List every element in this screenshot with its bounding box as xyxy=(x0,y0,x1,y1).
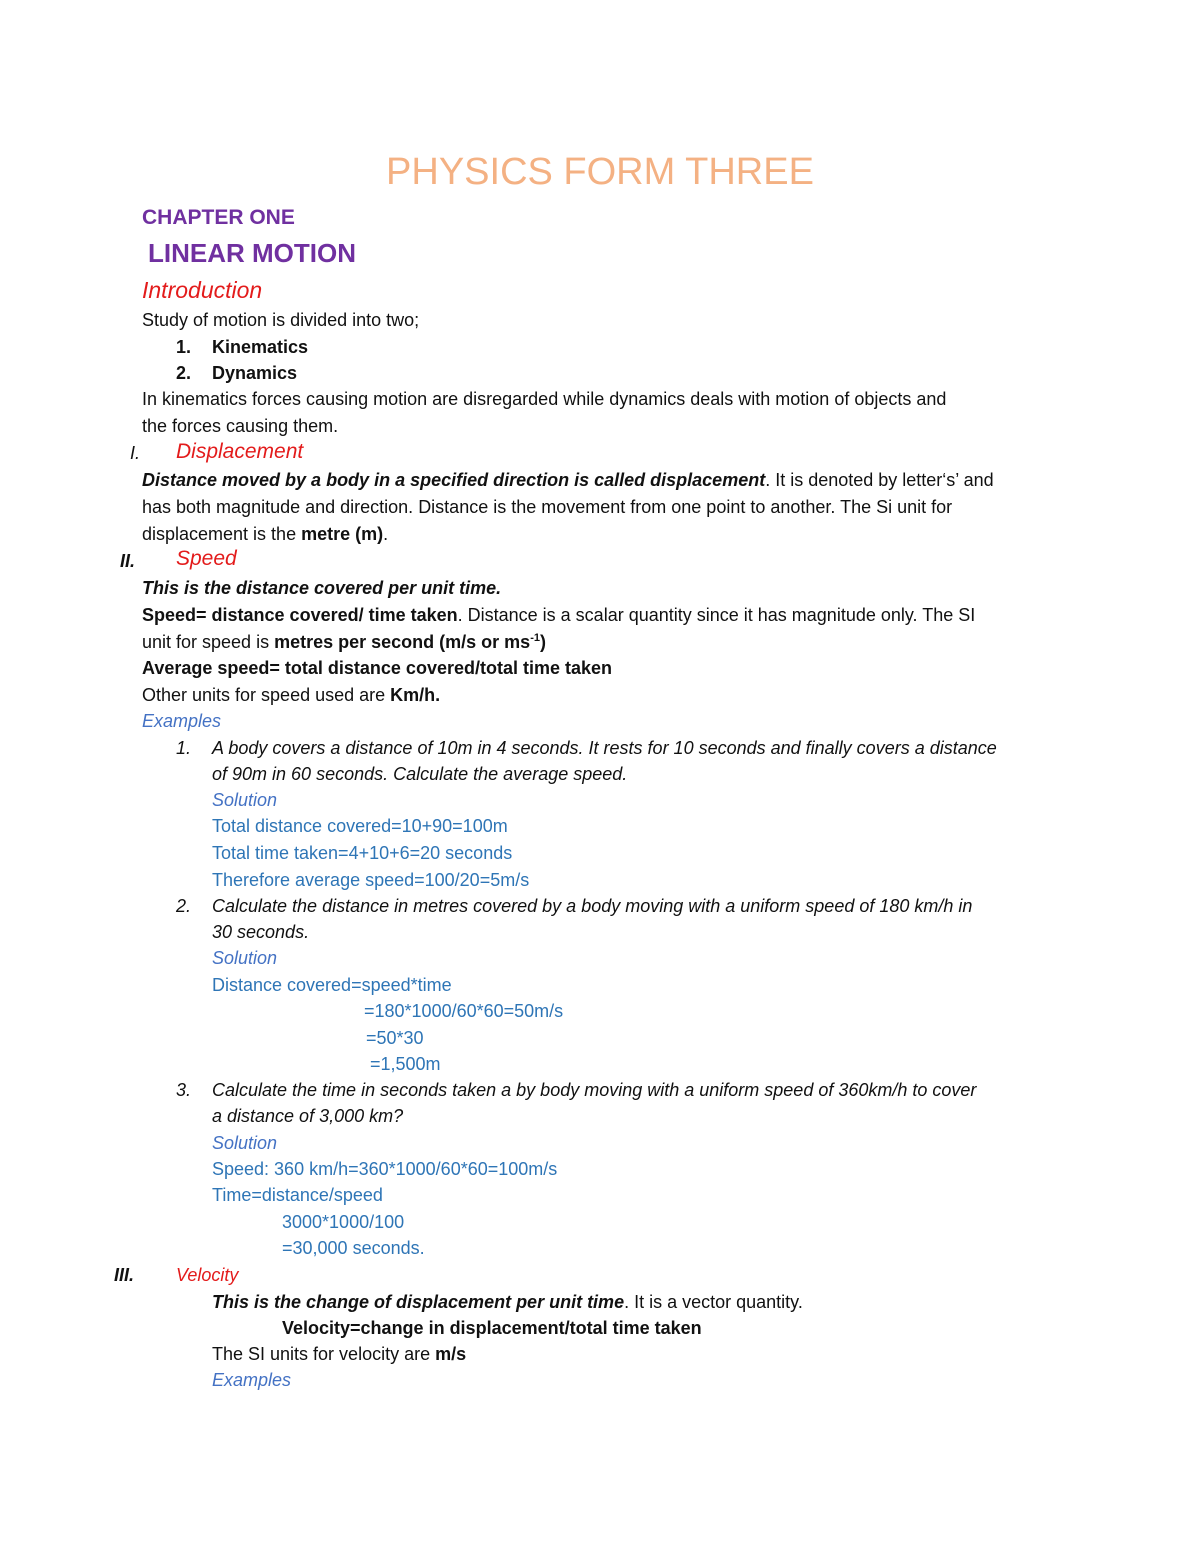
list-item-dynamics: Dynamics xyxy=(212,363,298,383)
displacement-unit-text: displacement is the xyxy=(142,524,302,544)
example-question-line: Calculate the distance in metres covered by a body moving with a uniform speed of 180 km/h in xyxy=(212,896,973,916)
solution-label: Solution xyxy=(212,948,278,968)
solution-step: Speed: 360 km/h=360*1000/60*60=100m/s xyxy=(212,1159,558,1179)
other-units-text: Other units for speed used are xyxy=(142,685,391,705)
other-units-value: Km/h. xyxy=(390,685,441,705)
intro-heading: Introduction xyxy=(142,277,263,303)
solution-step: =1,500m xyxy=(370,1054,441,1074)
intro-lead: Study of motion is divided into two; xyxy=(142,310,420,330)
speed-formula: Speed= distance covered/ time taken xyxy=(142,605,458,625)
page-title: PHYSICS FORM THREE xyxy=(386,151,814,193)
intro-paragraph-line: the forces causing them. xyxy=(142,416,339,436)
velocity-definition-line xyxy=(212,1291,803,1313)
solution-step: 3000*1000/100 xyxy=(282,1212,405,1232)
example-question-line: 30 seconds. xyxy=(212,922,310,942)
solution-step: Total distance covered=10+90=100m xyxy=(212,816,508,836)
section-roman-numeral: II. xyxy=(120,551,136,571)
velocity-examples-label: Examples xyxy=(212,1370,292,1390)
solution-step: Distance covered=speed*time xyxy=(212,975,452,995)
example-question-line: of 90m in 60 seconds. Calculate the average speed. xyxy=(212,764,628,784)
solution-step: Time=distance/speed xyxy=(212,1185,383,1205)
speed-unit-text: unit for speed is xyxy=(142,632,275,652)
velocity-unit-text: The SI units for velocity are xyxy=(212,1344,436,1364)
velocity-text: . It is a vector quantity. xyxy=(624,1292,803,1312)
example-number: 2. xyxy=(176,896,192,916)
speed-text: . Distance is a scalar quantity since it has magnitude only. The SI xyxy=(457,605,976,625)
velocity-unit: m/s xyxy=(435,1344,467,1364)
topic-heading: LINEAR MOTION xyxy=(148,238,356,268)
displacement-line-2: has both magnitude and direction. Distance is the movement from one point to another. The Si unit for xyxy=(142,497,953,517)
list-item-kinematics: Kinematics xyxy=(212,337,309,357)
example-question-line: a distance of 3,000 km? xyxy=(212,1106,404,1126)
velocity-formula: Velocity=change in displacement/total time taken xyxy=(282,1318,702,1338)
example-question-line: Calculate the time in seconds taken a by body moving with a uniform speed of 360km/h to cover xyxy=(212,1080,977,1100)
solution-label: Solution xyxy=(212,790,278,810)
displacement-unit: metre (m) xyxy=(301,524,384,544)
section-roman-numeral: III. xyxy=(114,1265,135,1285)
displacement-line-1 xyxy=(142,469,994,491)
other-units-line xyxy=(142,684,440,706)
speed-unit-exponent: -1 xyxy=(530,632,540,644)
average-speed-formula: Average speed= total distance covered/total time taken xyxy=(142,658,613,678)
solution-step: =50*30 xyxy=(366,1028,424,1048)
speed-definition: This is the distance covered per unit time. xyxy=(142,578,502,598)
solution-step: =180*1000/60*60=50m/s xyxy=(364,1001,564,1021)
list-number: 1. xyxy=(176,337,192,357)
displacement-heading: Displacement xyxy=(176,440,304,463)
speed-formula-line xyxy=(142,604,975,626)
example-number: 1. xyxy=(176,738,192,758)
solution-step: Total time taken=4+10+6=20 seconds xyxy=(212,843,513,863)
solution-label: Solution xyxy=(212,1133,278,1153)
example-number: 3. xyxy=(176,1080,192,1100)
chapter-heading: CHAPTER ONE xyxy=(142,206,295,229)
displacement-text: . It is denoted by letter‘s’ and xyxy=(765,470,994,490)
velocity-heading: Velocity xyxy=(176,1265,239,1285)
speed-heading: Speed xyxy=(176,547,237,570)
examples-label: Examples xyxy=(142,711,222,731)
solution-step: =30,000 seconds. xyxy=(282,1238,425,1258)
speed-unit: metres per second (m/s or ms xyxy=(274,632,531,652)
solution-step: Therefore average speed=100/20=5m/s xyxy=(212,870,530,890)
velocity-definition: This is the change of displacement per unit time xyxy=(212,1292,625,1312)
displacement-unit-end: . xyxy=(383,524,389,544)
velocity-unit-line xyxy=(212,1343,466,1365)
intro-paragraph-line: In kinematics forces causing motion are disregarded while dynamics deals with motion of objects and xyxy=(142,389,947,409)
example-question-line: A body covers a distance of 10m in 4 seconds. It rests for 10 seconds and finally covers a distance xyxy=(212,738,997,758)
displacement-line-3 xyxy=(142,523,388,545)
list-number: 2. xyxy=(176,363,192,383)
speed-unit-close: ) xyxy=(539,632,546,652)
speed-unit-line xyxy=(142,631,546,653)
displacement-definition: Distance moved by a body in a specified direction is called displacement xyxy=(142,470,766,490)
section-roman-numeral: I. xyxy=(130,443,141,463)
